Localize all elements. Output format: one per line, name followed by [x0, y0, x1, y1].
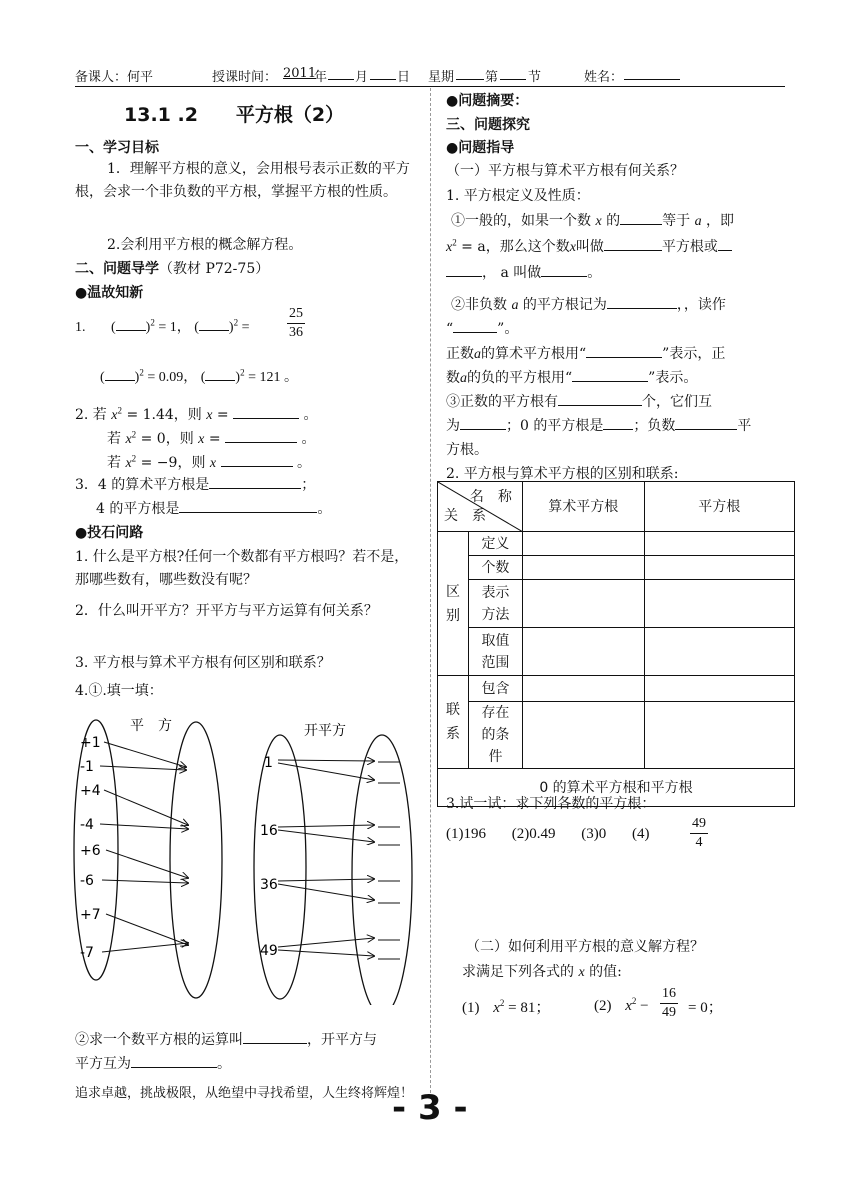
eq2-frac-den: 49	[662, 1005, 676, 1020]
p3-frac-num: 49	[690, 815, 708, 834]
time-label: 授课时间：	[212, 70, 278, 85]
eq2-frac-num: 16	[660, 985, 678, 1004]
map-right-arrows	[278, 760, 374, 956]
p1-blank-b[interactable]	[604, 237, 662, 251]
map-left-items	[80, 735, 101, 961]
table-cell[interactable]	[522, 532, 644, 556]
q-circle2-c: 平方互为	[75, 1056, 131, 1072]
p1-d1: ②非负数	[451, 297, 507, 313]
p1-a1: ①一般的，如果一个数	[451, 213, 591, 229]
header-rule	[75, 86, 785, 87]
q2-a-pre: 2. 若	[75, 407, 107, 423]
q-circle2-blank-b[interactable]	[131, 1054, 217, 1068]
guide-heading: ●问题指导	[446, 140, 515, 156]
p1-b2: 叫做	[575, 239, 604, 255]
p1-blank-k[interactable]	[460, 416, 506, 430]
p1-line-h	[446, 391, 712, 411]
review-heading: ●温故知新	[75, 285, 144, 301]
p1-i4: 平	[737, 418, 752, 434]
table-row	[438, 628, 795, 676]
table-cell[interactable]	[644, 676, 795, 702]
eq2-label: (2)	[594, 998, 612, 1014]
right-target-set	[352, 735, 412, 1005]
table-cell[interactable]	[644, 702, 795, 769]
q2-row1: 2. 若 $x^2 = 1.44$，则 x = 。	[75, 405, 318, 423]
map-left-title: 平 方	[130, 718, 172, 734]
section3-heading: 三、问题探究	[446, 117, 530, 133]
map-left-item: +7	[80, 907, 101, 923]
row-label: 存在的条件	[468, 702, 522, 769]
p1-line-e	[446, 318, 518, 338]
p1-g1: 数	[446, 370, 460, 386]
map-right-item: 1	[264, 755, 273, 771]
p1-line-j: 方根。	[446, 442, 488, 458]
p1-blank-a[interactable]	[620, 211, 662, 225]
map-left-item: -4	[80, 817, 94, 833]
table-cell[interactable]	[522, 702, 644, 769]
name-label: 姓名：	[584, 70, 624, 85]
p1-c1: ，	[482, 265, 496, 281]
p1-a2: 的	[606, 213, 621, 229]
q3-a: 3．4 的算术平方根是	[75, 477, 210, 493]
p1-blank-h[interactable]	[586, 344, 662, 358]
p1-b3: 平方根或	[661, 239, 718, 255]
p3-heading: 3.试一试：求下列各数的平方根：	[446, 796, 656, 812]
p1-line-f: 正数a的算术平方根用“ ”表示，正	[446, 346, 726, 362]
q1-num: 1.	[75, 320, 86, 335]
table-cell[interactable]	[644, 580, 795, 628]
p1-blank-f[interactable]	[607, 295, 677, 309]
q2-c-pre: 若	[107, 455, 121, 471]
q-circle2-b: ，开平方与	[307, 1032, 377, 1048]
diag-top-label: 名 称	[469, 489, 512, 505]
equation-2: (2) $x^2$ −	[594, 996, 649, 1014]
q2-row2: 若 $x^2 = 0$，则 x = 。	[107, 429, 316, 447]
table-row	[438, 702, 795, 769]
q1-frac-den: 36	[289, 325, 303, 340]
p1-d2: 的平方根记为	[522, 297, 607, 313]
diag-bottom-label: 关 系	[444, 508, 486, 524]
table-cell[interactable]	[522, 580, 644, 628]
p3-item-1: (1)196	[446, 826, 486, 842]
q3-row2: 4 的平方根是 。	[96, 501, 332, 517]
p1-c2: a 叫做	[500, 265, 542, 281]
q3-blank-a[interactable]	[209, 475, 301, 489]
eq1: = 81；	[508, 1000, 551, 1016]
map-right-title: 开平方	[304, 723, 346, 739]
table-cell[interactable]	[644, 532, 795, 556]
table-row	[438, 676, 795, 702]
p1-line-a: ①一般的，如果一个数 x 的 等于 a ，即	[451, 213, 735, 229]
col-header-arith: 算术平方根	[522, 482, 644, 532]
q2-c-cond: = −9，则	[140, 455, 206, 471]
day-label: 日	[397, 70, 411, 85]
comparison-table	[437, 481, 795, 807]
q-circle2-a: ②求一个数平方根的运算叫	[75, 1032, 243, 1048]
group-relation: 联系	[438, 676, 469, 769]
map-answer-blanks[interactable]	[378, 762, 400, 959]
group-difference: 区别	[438, 532, 469, 676]
p1-line-b: $x^2 = a$，那么这个数x叫做 平方根或	[446, 236, 732, 256]
p1-h2: 个，它们互	[642, 394, 712, 410]
section2-heading: 二、问题导学	[75, 261, 159, 277]
objective-2: 2.会利用平方根的概念解方程。	[107, 237, 303, 253]
map-left-item: -6	[80, 873, 94, 889]
summary-heading: ●问题摘要：	[446, 93, 529, 109]
p1-blank-i[interactable]	[572, 368, 648, 382]
sub2-heading: （二）如何利用平方根的意义解方程？	[466, 939, 704, 955]
p1-e1: “	[446, 321, 454, 337]
eq2-tail: = 0；	[688, 1000, 723, 1016]
table-cell[interactable]	[522, 676, 644, 702]
objective-1: 1．理解平方根的意义，会用根号表示正数的平方根，会求一个非负数的平方根，掌握平方根的性质。	[75, 161, 410, 200]
page-title: 13.1 .2 平方根（2）	[124, 104, 345, 126]
p3-items	[446, 826, 650, 843]
month-label: 月	[355, 70, 369, 85]
period-label: 节	[528, 70, 542, 85]
q1-blank-d[interactable]	[205, 367, 235, 381]
p1-b1: = a，那么这个数	[461, 239, 570, 255]
p1-line-g: 数a的负的平方根用“ ”表示。	[446, 370, 698, 386]
q1-frac-num: 25	[287, 305, 305, 324]
inquiry-1: 1. 什么是平方根?任何一个数都有平方根吗？若不是，那哪些数有，哪些数没有呢？	[75, 549, 409, 588]
sub2-text: 求满足下列各式的	[462, 964, 574, 980]
p1-blank-l[interactable]	[603, 416, 633, 430]
preparer: 备课人：何平	[75, 70, 154, 85]
p1-f1: 正数	[446, 346, 474, 362]
table-cell[interactable]	[522, 556, 644, 580]
p3-fraction	[690, 815, 708, 852]
inquiry-3: 3. 平方根与算术平方根有何区别和联系？	[75, 655, 331, 671]
p1-blank-d[interactable]	[446, 263, 482, 277]
q2-b-cond: = 0，则	[140, 431, 194, 447]
q3-row1: 3．4 的算术平方根是 ；	[75, 477, 316, 493]
q3-b: 4 的平方根是	[96, 501, 180, 517]
period-blank[interactable]	[500, 66, 526, 80]
row-label: 个数	[468, 556, 522, 580]
p1-i1: 为	[446, 418, 460, 434]
p1-g3: ”表示。	[648, 370, 698, 386]
eq2-minus: −	[640, 998, 649, 1014]
map-left-item: +1	[80, 735, 101, 751]
p1-blank-m[interactable]	[675, 416, 737, 430]
map-left-item: +4	[80, 783, 101, 799]
p3-item-4: (4)	[632, 826, 650, 842]
q-circle2-blank-a[interactable]	[243, 1030, 307, 1044]
map-right-items	[260, 755, 278, 959]
q1-row2: ( )$^2$ = 0.09， ( )$^2$ = 121 。	[100, 367, 298, 385]
column-divider	[430, 88, 431, 1098]
p1-line-i	[446, 415, 751, 435]
q3-blank-b[interactable]	[179, 499, 317, 513]
q1-d: = 121 。	[248, 370, 298, 385]
p1-d3: ，读作	[683, 297, 726, 313]
q1-blank-c[interactable]	[105, 367, 135, 381]
row-label: 取值范围	[468, 628, 522, 676]
p1-e2: ”。	[497, 321, 519, 337]
sub1-heading: （一）平方根与算术平方根有何关系？	[446, 163, 684, 179]
right-source-set	[254, 735, 306, 999]
q1-fraction	[287, 305, 305, 342]
weekday-blank[interactable]	[456, 66, 484, 80]
period-pre: 第	[485, 70, 499, 85]
map-left-item: +6	[80, 843, 101, 859]
equation-1: (1) $x^2 = 81$；	[462, 998, 551, 1016]
question-circle2-line2: 平方互为 。	[75, 1056, 231, 1072]
table-diagonal-header	[438, 482, 523, 532]
p1-f2: 的算术平方根用“	[481, 346, 587, 362]
p1-a4: ，即	[706, 213, 735, 229]
p2-heading: 2. 平方根与算术平方根的区别和联系:	[446, 466, 679, 482]
p1-heading: 1. 平方根定义及性质：	[446, 188, 590, 204]
table-cell[interactable]	[644, 556, 795, 580]
weekday-label: 星期	[428, 70, 455, 85]
motto: 追求卓越，挑战极限，从绝望中寻找希望，人生终将辉煌！	[75, 1086, 414, 1101]
p1-blank-j[interactable]	[558, 392, 642, 406]
day-blank[interactable]	[370, 66, 396, 80]
table-row	[438, 556, 795, 580]
p1-i3: ；负数	[633, 418, 676, 434]
q1-c: = 0.09，	[147, 370, 198, 385]
section1-heading: 一、学习目标	[75, 140, 159, 156]
q1-row1: 1. ( )$^2$ = 1， ( )$^2$ =	[75, 317, 250, 335]
row-label: 表示方法	[468, 580, 522, 628]
map-right-item: 36	[260, 877, 278, 893]
map-right-item: 16	[260, 823, 278, 839]
q1-blank-a[interactable]	[116, 317, 146, 331]
row-label: 包含	[468, 676, 522, 702]
table-row	[438, 580, 795, 628]
p1-c3: 。	[587, 265, 602, 281]
q2-blank-c[interactable]	[221, 453, 293, 467]
p1-blank-e[interactable]	[541, 263, 587, 277]
p1-line-d: ②非负数 a 的平方根记为 ，，读作	[451, 297, 726, 313]
table-row	[438, 532, 795, 556]
q2-a-cond: = 1.44，则	[126, 407, 202, 423]
q1-blank-b[interactable]	[199, 317, 229, 331]
q2-blank-a[interactable]	[233, 405, 299, 419]
q1-a-eq: = 1，	[158, 320, 191, 335]
p1-blank-g[interactable]	[453, 319, 497, 333]
map-left-item: -1	[80, 759, 94, 775]
q2-b-pre: 若	[107, 431, 121, 447]
year-label: 年	[314, 70, 328, 85]
map-left-item: -7	[80, 945, 94, 961]
section2-heading-row	[75, 258, 269, 278]
p3-item-3: (3)0	[581, 826, 607, 842]
row-label: 定义	[468, 532, 522, 556]
q1-b-eq: =	[241, 320, 250, 335]
page-number: - 3 -	[392, 1088, 468, 1128]
inquiry-heading: ●投石问路	[75, 525, 144, 541]
p1-line-c	[446, 262, 601, 282]
left-target-set	[170, 722, 222, 998]
year-value: 2011	[283, 66, 317, 81]
eq1-label: (1)	[462, 1000, 480, 1016]
name-blank[interactable]	[624, 66, 680, 80]
table-footer: 0 的算术平方根和平方根	[438, 769, 795, 807]
map-right-item: 49	[260, 943, 278, 959]
p1-a3: 等于	[662, 213, 691, 229]
q2-row3: 若 $x^2 = -9$，则 x 。	[107, 453, 312, 471]
section2-ref: （教材 P72-75）	[159, 261, 270, 277]
inquiry-4: 4.①.填一填：	[75, 683, 163, 699]
inquiry-2: 2．什么叫开平方？开平方与平方运算有何关系？	[75, 603, 378, 619]
mapping-diagrams	[68, 705, 418, 1005]
eq2-fraction	[660, 985, 678, 1022]
p1-f3: ”表示，正	[662, 346, 726, 362]
question-circle2-line1	[75, 1029, 377, 1049]
month-blank[interactable]	[328, 66, 354, 80]
col-header-square: 平方根	[644, 482, 795, 532]
sub2-text2: 的值:	[589, 964, 622, 980]
p3-item-2: (2)0.49	[511, 826, 556, 842]
q2-blank-b[interactable]	[225, 429, 297, 443]
p1-i2: ；0 的平方根是	[506, 418, 604, 434]
sub2-text-row: 求满足下列各式的 x 的值:	[462, 964, 622, 980]
p3-frac-den: 4	[695, 835, 703, 850]
p1-g2: 的负的平方根用“	[467, 370, 573, 386]
table-header-row	[438, 482, 795, 532]
p1-blank-c[interactable]	[718, 237, 732, 251]
table-cell[interactable]	[644, 628, 795, 676]
table-cell[interactable]	[522, 628, 644, 676]
p1-h1: ③正数的平方根有	[446, 394, 558, 410]
